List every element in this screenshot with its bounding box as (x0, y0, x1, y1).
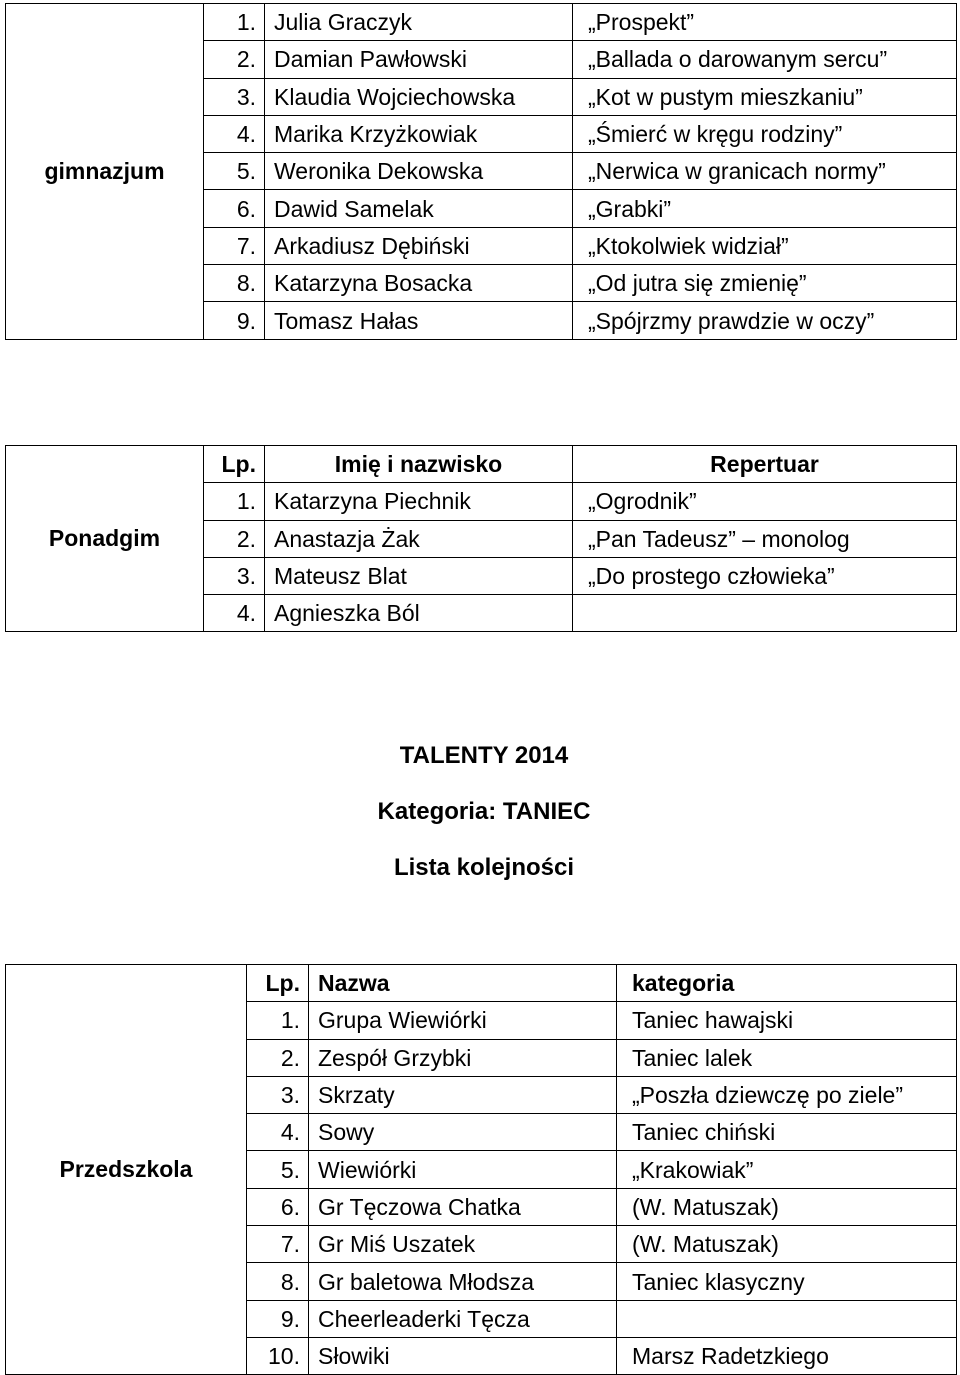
row-number: 9. (204, 302, 265, 339)
przedszkola-label: Przedszkola (6, 965, 247, 1375)
gimnazjum-table (5, 3, 957, 340)
row-number: 7. (247, 1226, 309, 1263)
participant-name: Mateusz Blat (265, 557, 573, 594)
group-name: Grupa Wiewiórki (309, 1002, 617, 1039)
repertoire: „Pan Tadeusz” – monolog (573, 520, 957, 557)
repertoire: „Spójrzmy prawdzie w oczy” (573, 302, 957, 339)
dance-category: „Krakowiak” (617, 1151, 957, 1188)
participant-name: Dawid Samelak (265, 190, 573, 227)
row-number: 1. (247, 1002, 309, 1039)
dance-category: (W. Matuszak) (617, 1188, 957, 1225)
group-name: Gr Miś Uszatek (309, 1226, 617, 1263)
group-name: Cheerleaderki Tęcza (309, 1300, 617, 1337)
header-name: Imię i nazwisko (265, 446, 573, 483)
row-number: 2. (204, 41, 265, 78)
group-name: Skrzaty (309, 1076, 617, 1113)
dance-category: (W. Matuszak) (617, 1226, 957, 1263)
dance-category: „Poszła dziewczę po ziele” (617, 1076, 957, 1113)
repertoire: „Ktokolwiek widział” (573, 227, 957, 264)
row-number: 2. (204, 520, 265, 557)
row-number: 5. (204, 153, 265, 190)
row-number: 4. (247, 1114, 309, 1151)
row-number: 8. (204, 265, 265, 302)
row-number: 10. (247, 1337, 309, 1374)
participant-name: Katarzyna Piechnik (265, 483, 573, 520)
ponadgim-label: Ponadgim (6, 446, 204, 632)
group-name: Sowy (309, 1114, 617, 1151)
row-number: 2. (247, 1039, 309, 1076)
header-name: Nazwa (309, 965, 617, 1002)
dance-category (617, 1300, 957, 1337)
row-number: 4. (204, 115, 265, 152)
list-title: Lista kolejności (393, 854, 575, 881)
row-number: 3. (204, 78, 265, 115)
repertoire: „Do prostego człowieka” (573, 557, 957, 594)
dance-category: Taniec chiński (617, 1114, 957, 1151)
group-name: Gr Tęczowa Chatka (309, 1188, 617, 1225)
dance-category: Taniec hawajski (617, 1002, 957, 1039)
group-name: Słowiki (309, 1337, 617, 1374)
row-number: 6. (247, 1188, 309, 1225)
participant-name: Damian Pawłowski (265, 41, 573, 78)
dance-category: Taniec lalek (617, 1039, 957, 1076)
przedszkola-table (5, 964, 957, 1375)
header-repertoire: Repertuar (573, 446, 957, 483)
repertoire: „Nerwica w granicach normy” (573, 153, 957, 190)
row-number: 7. (204, 227, 265, 264)
participant-name: Weronika Dekowska (265, 153, 573, 190)
participant-name: Anastazja Żak (265, 520, 573, 557)
participant-name: Marika Krzyżkowiak (265, 115, 573, 152)
event-title: TALENTY 2014 (399, 742, 569, 769)
participant-name: Katarzyna Bosacka (265, 265, 573, 302)
header-lp: Lp. (204, 446, 265, 483)
row-number: 1. (204, 483, 265, 520)
participant-name: Agnieszka Ból (265, 595, 573, 632)
repertoire: „Od jutra się zmienię” (573, 265, 957, 302)
participant-name: Klaudia Wojciechowska (265, 78, 573, 115)
row-number: 8. (247, 1263, 309, 1300)
repertoire (573, 595, 957, 632)
category-title: Kategoria: TANIEC (377, 798, 591, 825)
repertoire: „Śmierć w kręgu rodziny” (573, 115, 957, 152)
row-number: 1. (204, 4, 265, 41)
group-name: Zespół Grzybki (309, 1039, 617, 1076)
repertoire: „Kot w pustym mieszkaniu” (573, 78, 957, 115)
row-number: 6. (204, 190, 265, 227)
dance-category: Taniec klasyczny (617, 1263, 957, 1300)
participant-name: Julia Graczyk (265, 4, 573, 41)
repertoire: „Ballada o darowanym sercu” (573, 41, 957, 78)
row-number: 5. (247, 1151, 309, 1188)
repertoire: „Ogrodnik” (573, 483, 957, 520)
gimnazjum-label: gimnazjum (6, 4, 204, 340)
row-number: 9. (247, 1300, 309, 1337)
header-category: kategoria (617, 965, 957, 1002)
group-name: Wiewiórki (309, 1151, 617, 1188)
row-number: 4. (204, 595, 265, 632)
ponadgim-table (5, 445, 957, 632)
group-name: Gr baletowa Młodsza (309, 1263, 617, 1300)
participant-name: Arkadiusz Dębiński (265, 227, 573, 264)
participant-name: Tomasz Hałas (265, 302, 573, 339)
row-number: 3. (247, 1076, 309, 1113)
repertoire: „Prospekt” (573, 4, 957, 41)
dance-category: Marsz Radetzkiego (617, 1337, 957, 1374)
repertoire: „Grabki” (573, 190, 957, 227)
row-number: 3. (204, 557, 265, 594)
header-lp: Lp. (247, 965, 309, 1002)
